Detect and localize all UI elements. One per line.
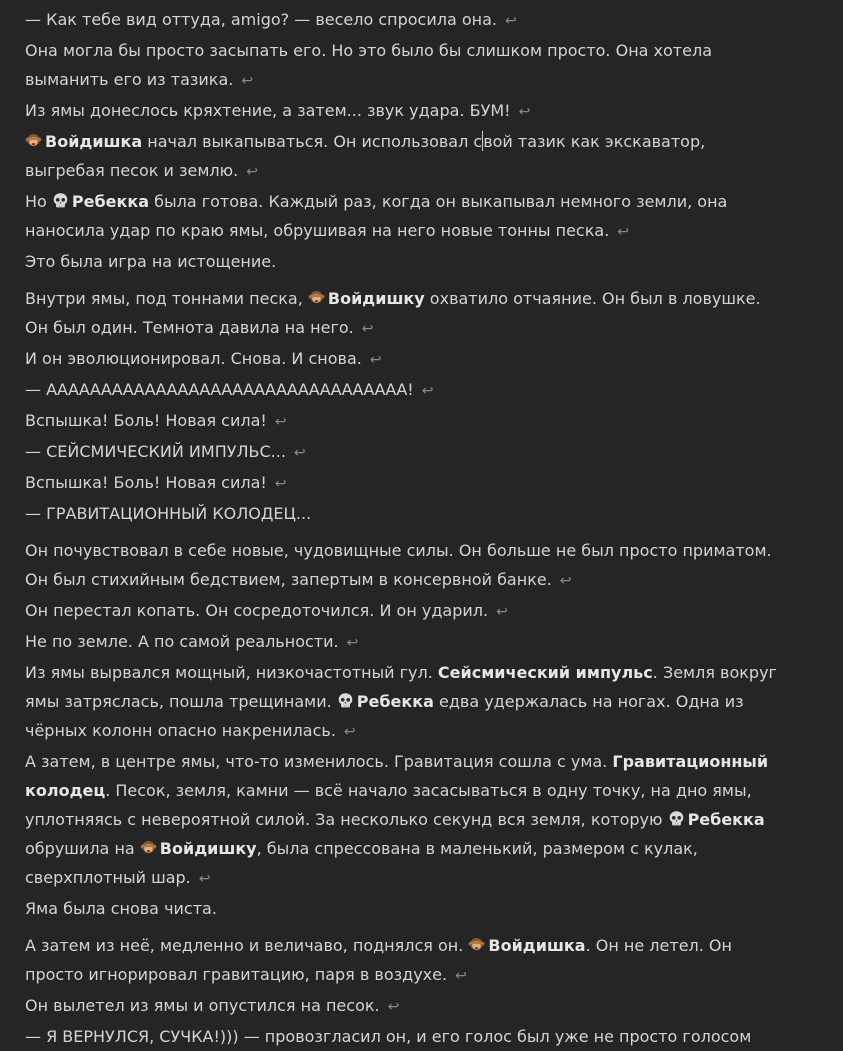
text-run: Это была игра на истощение. (25, 252, 277, 271)
bold-name: Ребекка (71, 192, 150, 211)
paragraph (25, 127, 785, 187)
paragraph (25, 747, 785, 894)
text-run: Вспышка! Боль! Новая сила! (25, 411, 267, 430)
text-run: Но (25, 192, 52, 211)
return-arrow-icon: ↩ (346, 635, 359, 651)
text-run: А затем, в центре ямы, что-то изменилось. Гравитация сошла с ума. (25, 752, 613, 771)
text-run: была готова. Каждый раз, когда он выкапывал немного земли, она наносила удар по краю ямы, обрушивая на него новые тонны песка. (25, 192, 728, 240)
return-arrow-icon: ↩ (361, 321, 374, 337)
text-run: охватило отчаяние. Он был в ловушке. (424, 289, 761, 308)
text-run: Не по земле. А по самой реальности. (25, 632, 339, 651)
return-arrow-icon: ↩ (496, 604, 508, 620)
text-run: . Песок, земля, камни — всё начало засасываться в одну точку, на дно ямы, уплотняясь с невероятной силой. За несколько секунд вся земля, которую (25, 781, 752, 829)
text-run: — Как тебе вид оттуда, amigo? — весело спросила она. (25, 10, 497, 29)
bold-name: Сейсмический импульс (437, 663, 653, 682)
text-run: обрушила на (25, 839, 140, 858)
skull-icon (668, 810, 685, 827)
text-run: — ААААААААААААААААААААААААААААААААА! (25, 380, 414, 399)
paragraph (25, 991, 785, 1022)
return-arrow-icon: ↩ (198, 871, 211, 887)
text-run: Из ямы донеслось кряхтение, а затем... звук удара. БУМ! (25, 101, 511, 120)
text-run: — Я ВЕРНУЛСЯ, СУЧКА!))) — провозгласил он, и его голос был уже не просто голосом (25, 1027, 752, 1046)
bold-name: Войдишка (488, 936, 586, 955)
text-run: Внутри ямы, под тоннами песка, (25, 289, 308, 308)
text-run: . Земля вокруг ямы затряслась, пошла трещинами. (25, 663, 777, 711)
text-run: — СЕЙСМИЧЕСКИЙ ИМПУЛЬС... (25, 442, 286, 461)
text-run: , была спрессована в маленький, размером с кулак, сверхплотный шар. (25, 839, 698, 887)
text-run: А затем из неё, медленно и величаво, поднялся он. (25, 936, 469, 955)
skull-icon (52, 192, 69, 209)
return-arrow-icon: ↩ (617, 224, 630, 240)
paragraph (25, 627, 785, 658)
return-arrow-icon: ↩ (241, 73, 254, 89)
text-run: Он почувствовал в себе новые, чудовищные силы. Он больше не был просто приматом. Он был стихийным бедствием, запертым в консервной банке. (25, 541, 772, 589)
paragraph (25, 36, 785, 96)
monkey-icon (308, 289, 325, 306)
text-run: начал выкапываться. Он использовал с (142, 132, 483, 151)
return-arrow-icon: ↩ (455, 968, 467, 984)
paragraph (25, 247, 785, 276)
paragraph (25, 187, 785, 247)
return-arrow-icon: ↩ (559, 573, 572, 589)
return-arrow-icon: ↩ (518, 104, 531, 120)
paragraph (25, 596, 785, 627)
text-run: И он эволюционировал. Снова. И снова. (25, 349, 362, 368)
paragraph (25, 375, 785, 406)
paragraph (25, 344, 785, 375)
paragraph (25, 894, 785, 923)
text-run: — ГРАВИТАЦИОННЫЙ КОЛОДЕЦ... (25, 504, 312, 523)
text-run: Яма была снова чиста. (25, 899, 217, 918)
bold-name: Войдишку (159, 839, 257, 858)
return-arrow-icon: ↩ (505, 13, 517, 29)
paragraph-gap (25, 276, 785, 284)
text-run: . Он не летел. Он просто игнорировал гравитацию, паря в воздухе. (25, 936, 732, 984)
paragraph (25, 499, 785, 528)
paragraph (25, 536, 785, 596)
text-run: Он был один. Темнота давила на него. (25, 318, 354, 337)
return-arrow-icon: ↩ (274, 476, 287, 492)
return-arrow-icon: ↩ (387, 999, 400, 1015)
return-arrow-icon: ↩ (246, 164, 258, 180)
bold-name: Гравитационный колодец (25, 752, 769, 800)
text-run: Он вылетел из ямы и опустился на песок. (25, 996, 380, 1015)
bold-name: Войдишка (45, 132, 143, 151)
return-arrow-icon: ↩ (274, 414, 287, 430)
paragraph-gap (25, 528, 785, 536)
monkey-icon (25, 132, 42, 149)
paragraph (25, 313, 785, 344)
text-run: Вспышка! Боль! Новая сила! (25, 473, 267, 492)
text-run: Она могла бы просто засыпать его. Но это было бы слишком просто. Она хотела выманить его из тазика. (25, 41, 712, 89)
paragraph (25, 1022, 785, 1051)
text-run: вой тазик как экскаватор, выгребая песок и землю. (25, 132, 706, 180)
text-run: Из ямы вырвался мощный, низкочастотный гул. (25, 663, 438, 682)
text-run: Он перестал копать. Он сосредоточился. И он ударил. (25, 601, 489, 620)
bold-name: Войдишку (327, 289, 425, 308)
return-arrow-icon: ↩ (293, 445, 306, 461)
return-arrow-icon: ↩ (343, 724, 356, 740)
monkey-icon (140, 839, 157, 856)
return-arrow-icon: ↩ (369, 352, 382, 368)
bold-name: Ребекка (687, 810, 765, 829)
story-document[interactable] (25, 5, 785, 1051)
paragraph (25, 468, 785, 499)
paragraph-gap (25, 923, 785, 931)
paragraph (25, 931, 785, 991)
paragraph (25, 437, 785, 468)
skull-icon (337, 692, 354, 709)
paragraph (25, 284, 785, 313)
paragraph (25, 96, 785, 127)
return-arrow-icon: ↩ (421, 383, 434, 399)
monkey-icon (468, 936, 485, 953)
bold-name: Ребекка (356, 692, 434, 711)
paragraph (25, 5, 785, 36)
text-run: едва удержалась на ногах. Одна из чёрных колонн опасно накренилась. (25, 692, 744, 740)
paragraph (25, 406, 785, 437)
paragraph (25, 658, 785, 747)
